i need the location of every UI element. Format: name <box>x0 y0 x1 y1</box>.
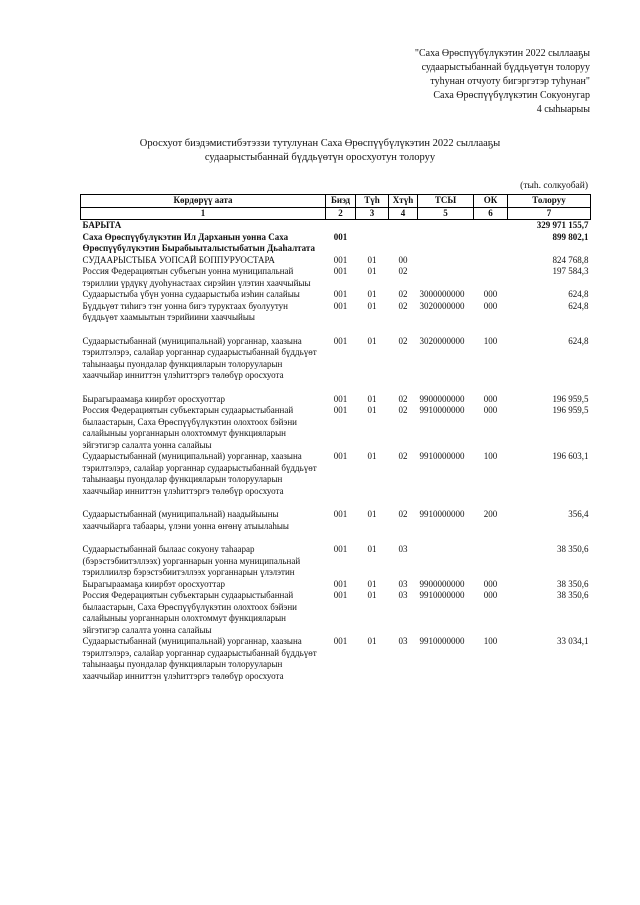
row-department-code: 001 <box>333 266 348 276</box>
row-subsection-code: 02 <box>398 405 408 415</box>
row-target-article-code: 9910000000 <box>419 405 465 415</box>
row-spacer-cell <box>81 532 591 544</box>
document-title <box>100 137 540 165</box>
row-execution-amount: 624,8 <box>568 300 589 311</box>
row-subsection-code: 02 <box>398 509 408 519</box>
row-indicator-name: Судаарыстыбаннай (муниципальнай) уорганнар, хаазына тэрилтэлэрэ, салайар уорганнар судаарыстыбаннай бүддьүөт таһынааҕы пуондалар функцияларын толорууларын хааччыйар инниттэн үлэһиттэргэ төлөбүр оросхуота <box>82 636 317 681</box>
row-section-code: 01 <box>367 335 377 346</box>
row-section-code: 01 <box>367 544 377 554</box>
row-indicator-name: БАРЫТА <box>82 220 122 230</box>
row-indicator-name: Судаарыстыбаннай (муниципальнай) уорганнар, хаазына тэрилтэлэрэ, салайар уорганнар судаарыстыбаннай бүддьүөт таһынааҕы пуондалар функцияларын толорууларын хааччыйар инниттэн үлэһиттэргэ төлөбүр оросхуота <box>82 335 317 380</box>
row-spacer-cell <box>81 324 591 336</box>
column-number: 1 <box>81 207 326 220</box>
row-subsection-code: 02 <box>398 289 408 299</box>
row-department-code: 001 <box>333 289 348 299</box>
row-expense-type-code: 000 <box>483 289 498 299</box>
row-target-article-code: 9910000000 <box>419 590 465 600</box>
row-target-article-code: 9910000000 <box>419 636 465 646</box>
row-spacer-cell <box>81 382 591 394</box>
row-indicator-name: Бүддьүөт тиһигэ тэҥ уонна бигэ туруктаах буолуутун бүддьүөт хаамыытын тэрийиини хааччыйыы <box>82 300 288 322</box>
row-target-article-code: 9900000000 <box>419 393 465 404</box>
row-subsection-code: 02 <box>398 335 408 346</box>
row-department-code: 001 <box>333 335 348 346</box>
row-execution-amount: 899 802,1 <box>552 231 589 242</box>
row-indicator-name: Судаарыстыбаннай (муниципальнай) уорганнар, хаазына тэрилтэлэрэ, салайар уорганнар судаарыстыбаннай бүддьүөт таһынааҕы пуондалар функцияларын толорууларын хааччыйар инниттэн үлэһиттэргэ төлөбүр оросхуота <box>82 451 317 496</box>
row-subsection-code: 02 <box>398 393 408 404</box>
row-expense-type-code: 200 <box>483 509 498 519</box>
header-line: туһунан отчуоту бигэргэтэр туһунан" <box>430 76 590 87</box>
header-section: Түһ <box>356 195 389 208</box>
row-target-article-code <box>418 220 474 232</box>
row-expense-type-code: 100 <box>483 636 498 646</box>
header-line: Саха Өрөспүүбүлүкэтин Сокуонугар <box>433 90 590 101</box>
header-indicator-name: Көрдөрүү аата <box>81 195 326 208</box>
row-section-code: 01 <box>367 509 377 519</box>
title-line-2: судаарыстыбаннай бүддьүөтүн оросхуотун толоруу <box>204 152 436 163</box>
row-department-code: 001 <box>333 405 348 415</box>
row-indicator-name: Россия Федерациятын субъегын уонна муниципальнай тэриллии үрдүкү дуоһунастаах сирэйин үлэтин хааччыйыы <box>82 266 311 288</box>
row-indicator-name: Бырагыраамаҕа киирбэт оросхуоттар <box>82 393 225 404</box>
table-row <box>81 255 591 267</box>
table-body <box>81 220 591 683</box>
row-section-code: 01 <box>367 289 377 299</box>
row-execution-amount: 624,8 <box>568 335 589 346</box>
row-spacer <box>81 382 591 394</box>
header-subsection: Хтүһ <box>389 195 418 208</box>
table-row <box>81 336 591 382</box>
row-indicator-name: Судаарыстыба үбүн уонна судаарыстыба иэһин салайыы <box>82 289 300 299</box>
row-department-code: 001 <box>333 393 348 404</box>
row-expense-type-code <box>474 220 508 232</box>
row-execution-amount: 38 350,6 <box>557 590 589 600</box>
row-target-article-code: 9910000000 <box>419 509 465 519</box>
row-subsection-code: 03 <box>398 636 408 646</box>
row-execution-amount: 356,4 <box>568 509 589 519</box>
table-row <box>81 579 591 591</box>
row-department-code: 001 <box>333 231 348 242</box>
header-department: Биэд <box>326 195 356 208</box>
row-indicator-name: Россия Федерациятын субъектарын судаарыстыбаннай былаастарын, Саха Өрөспүүбүлүкэтин олохтоох бэйэни салайыныы уорганнарын олохтоммут функцияларын эйгэтигэр салалта уонна салайыы <box>82 590 297 635</box>
row-execution-amount: 197 584,3 <box>552 266 589 276</box>
row-section-code <box>356 220 389 232</box>
column-number: 2 <box>326 207 356 220</box>
row-department-code <box>326 220 356 232</box>
row-expense-type-code <box>474 255 508 267</box>
header-line: судаарыстыбаннай бүддьүөтүн толоруу <box>421 62 590 73</box>
row-expense-type-code <box>474 232 508 255</box>
row-department-code: 001 <box>333 590 348 600</box>
table-row <box>81 590 591 636</box>
title-line-1: Оросхуот биэдэмистибэтэззи тутулунан Саха Өрөспүүбүлүкэтин 2022 сыллааҕы <box>139 138 501 149</box>
row-department-code: 001 <box>333 451 348 461</box>
row-execution-amount: 624,8 <box>568 289 589 299</box>
row-spacer <box>81 532 591 544</box>
row-subsection-code <box>389 232 418 255</box>
table-row <box>81 220 591 232</box>
row-expense-type-code: 000 <box>483 393 498 404</box>
row-section-code: 01 <box>367 405 377 415</box>
row-expense-type-code <box>474 544 508 579</box>
table-row <box>81 405 591 451</box>
row-target-article-code: 9900000000 <box>419 578 465 589</box>
table-row <box>81 289 591 301</box>
row-subsection-code <box>389 220 418 232</box>
row-expense-type-code <box>474 266 508 289</box>
row-department-code: 001 <box>333 578 348 589</box>
row-section-code <box>356 232 389 255</box>
table-row <box>81 301 591 324</box>
row-section-code: 01 <box>367 590 377 600</box>
row-execution-amount: 38 350,6 <box>557 544 589 554</box>
row-subsection-code: 03 <box>398 590 408 600</box>
table-row <box>81 544 591 579</box>
row-indicator-name: Россия Федерациятын субъектарын судаарыстыбаннай былаастарын, Саха Өрөспүүбүлүкэтин олохтоох бэйэни салайыныы уорганнарын олохтоммут функцияларын эйгэтигэр салалта уонна салайыы <box>82 405 297 450</box>
header-line: 4 сыһыарыы <box>536 104 590 115</box>
row-execution-amount: 824 768,8 <box>552 254 589 265</box>
row-execution-amount: 329 971 155,7 <box>536 220 589 230</box>
row-subsection-code: 02 <box>398 300 408 311</box>
column-number: 6 <box>474 207 508 220</box>
row-target-article-code: 3020000000 <box>419 335 465 346</box>
row-subsection-code: 02 <box>398 266 408 276</box>
table-row <box>81 509 591 532</box>
row-indicator-name: Судаарыстыбаннай (муниципальнай) наадыйыыны хааччыйарга табаары, үлэни уонна өҥөнү атыылаһыы <box>82 509 289 531</box>
row-indicator-name: Судаарыстыбаннай былаас сокуону таһаарар (бэрэстэбиитэллээх) уорганнарын уонна муниципальнай тэриллиилэр бэрэстэбиитэллээх уорганнарын үлэлэтин <box>82 544 301 577</box>
row-execution-amount: 196 603,1 <box>552 451 589 461</box>
row-subsection-code: 00 <box>398 254 408 265</box>
row-execution-amount: 196 959,5 <box>552 393 589 404</box>
table-row <box>81 636 591 682</box>
row-indicator-name: СУДААРЫСТЫБА УОПСАЙ БОППУРУОСТАРА <box>82 254 275 265</box>
table-row <box>81 232 591 255</box>
table-row <box>81 266 591 289</box>
row-expense-type-code: 000 <box>483 300 498 311</box>
appendix-header <box>330 47 590 117</box>
row-department-code: 001 <box>333 636 348 646</box>
row-spacer <box>81 497 591 509</box>
header-expense-type: ОК <box>474 195 508 208</box>
header-execution: Толоруу <box>508 195 591 208</box>
row-department-code: 001 <box>333 254 348 265</box>
column-number: 5 <box>418 207 474 220</box>
budget-table <box>80 194 591 682</box>
row-execution-amount: 38 350,6 <box>557 578 589 589</box>
table-row <box>81 394 591 406</box>
row-expense-type-code: 000 <box>483 578 498 589</box>
row-expense-type-code: 000 <box>483 590 498 600</box>
row-department-code: 001 <box>333 300 348 311</box>
row-target-article-code <box>418 544 474 579</box>
row-target-article-code: 9910000000 <box>419 451 465 461</box>
row-indicator-name: Саха Өрөспүүбүлүкэтин Ил Дарханын уонна Саха Өрөспүүбүлүкэтин Бырабыыталыстыбатын Дьаһалтата <box>82 231 315 253</box>
row-section-code: 01 <box>367 636 377 646</box>
row-execution-amount: 33 034,1 <box>557 636 589 646</box>
row-department-code: 001 <box>333 509 348 519</box>
row-target-article-code: 3000000000 <box>419 289 465 299</box>
row-section-code: 01 <box>367 254 377 265</box>
row-department-code: 001 <box>333 544 348 554</box>
table-column-numbers-row <box>81 207 591 220</box>
table-header-row <box>81 195 591 208</box>
row-target-article-code <box>418 232 474 255</box>
row-section-code: 01 <box>367 578 377 589</box>
row-execution-amount: 196 959,5 <box>552 405 589 415</box>
column-number: 7 <box>508 207 591 220</box>
row-indicator-name: Бырагыраамаҕа киирбэт оросхуоттар <box>82 578 225 589</box>
row-target-article-code <box>418 255 474 267</box>
row-spacer <box>81 324 591 336</box>
row-spacer-cell <box>81 497 591 509</box>
row-target-article-code <box>418 266 474 289</box>
row-subsection-code: 02 <box>398 451 408 461</box>
column-number: 3 <box>356 207 389 220</box>
table-row <box>81 451 591 497</box>
row-subsection-code: 03 <box>398 578 408 589</box>
row-expense-type-code: 100 <box>483 451 498 461</box>
row-expense-type-code: 100 <box>483 335 498 346</box>
unit-note: (тыһ. солкуобай) <box>520 181 588 191</box>
header-line: "Саха Өрөспүүбүлүкэтин 2022 сыллааҕы <box>414 48 590 59</box>
row-subsection-code: 03 <box>398 544 408 554</box>
column-number: 4 <box>389 207 418 220</box>
row-section-code: 01 <box>367 300 377 311</box>
row-section-code: 01 <box>367 266 377 276</box>
row-expense-type-code: 000 <box>483 405 498 415</box>
header-target-article: ТСЫ <box>418 195 474 208</box>
row-section-code: 01 <box>367 393 377 404</box>
row-target-article-code: 3020000000 <box>419 300 465 311</box>
row-section-code: 01 <box>367 451 377 461</box>
